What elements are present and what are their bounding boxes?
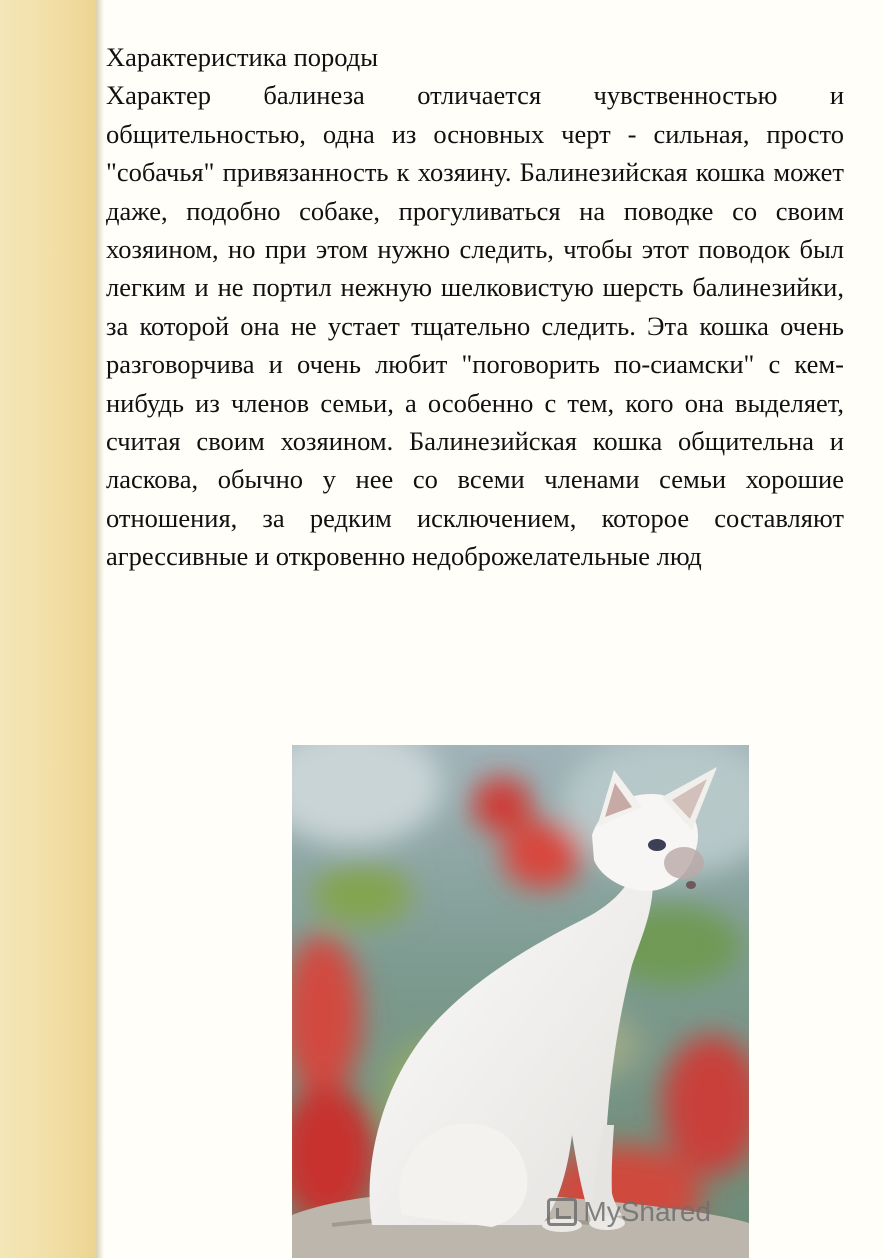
watermark <box>547 1196 711 1228</box>
text-block <box>106 38 844 576</box>
myshared-logo-icon <box>547 1198 577 1226</box>
slide-body-text: Характер балинеза отличается чувственностью и общительностью, одна из основных черт - сильная, просто "собачья" привязанность к хозяину. Балинезийская кошка может даже, подобно собаке, прогуливаться на поводке со своим хозяином, но при этом нужно следить, чтобы этот поводок был легким и не портил нежную шелковистую шерсть балинезийки, за которой она не устает тщательно следить. Эта кошка очень разговорчива и очень любит "поговорить по-сиамски" с кем-нибудь из членов семьи, а особенно с тем, кого она выделяет, считая своим хозяином. Балинезийская кошка общительна и ласкова, обычно у нее со всеми членами семьи хорошие отношения, за редким исключением, которое составляют агрессивные и откровенно недоброжелательные люд <box>106 80 844 572</box>
white-balinese-cat-photo-icon <box>292 745 749 1258</box>
watermark-text: MyShared <box>583 1196 711 1227</box>
slide-heading: Характеристика породы <box>106 42 379 72</box>
cat-photo <box>292 745 749 1258</box>
side-band-shadow <box>96 0 104 1258</box>
decorative-side-band <box>0 0 96 1258</box>
